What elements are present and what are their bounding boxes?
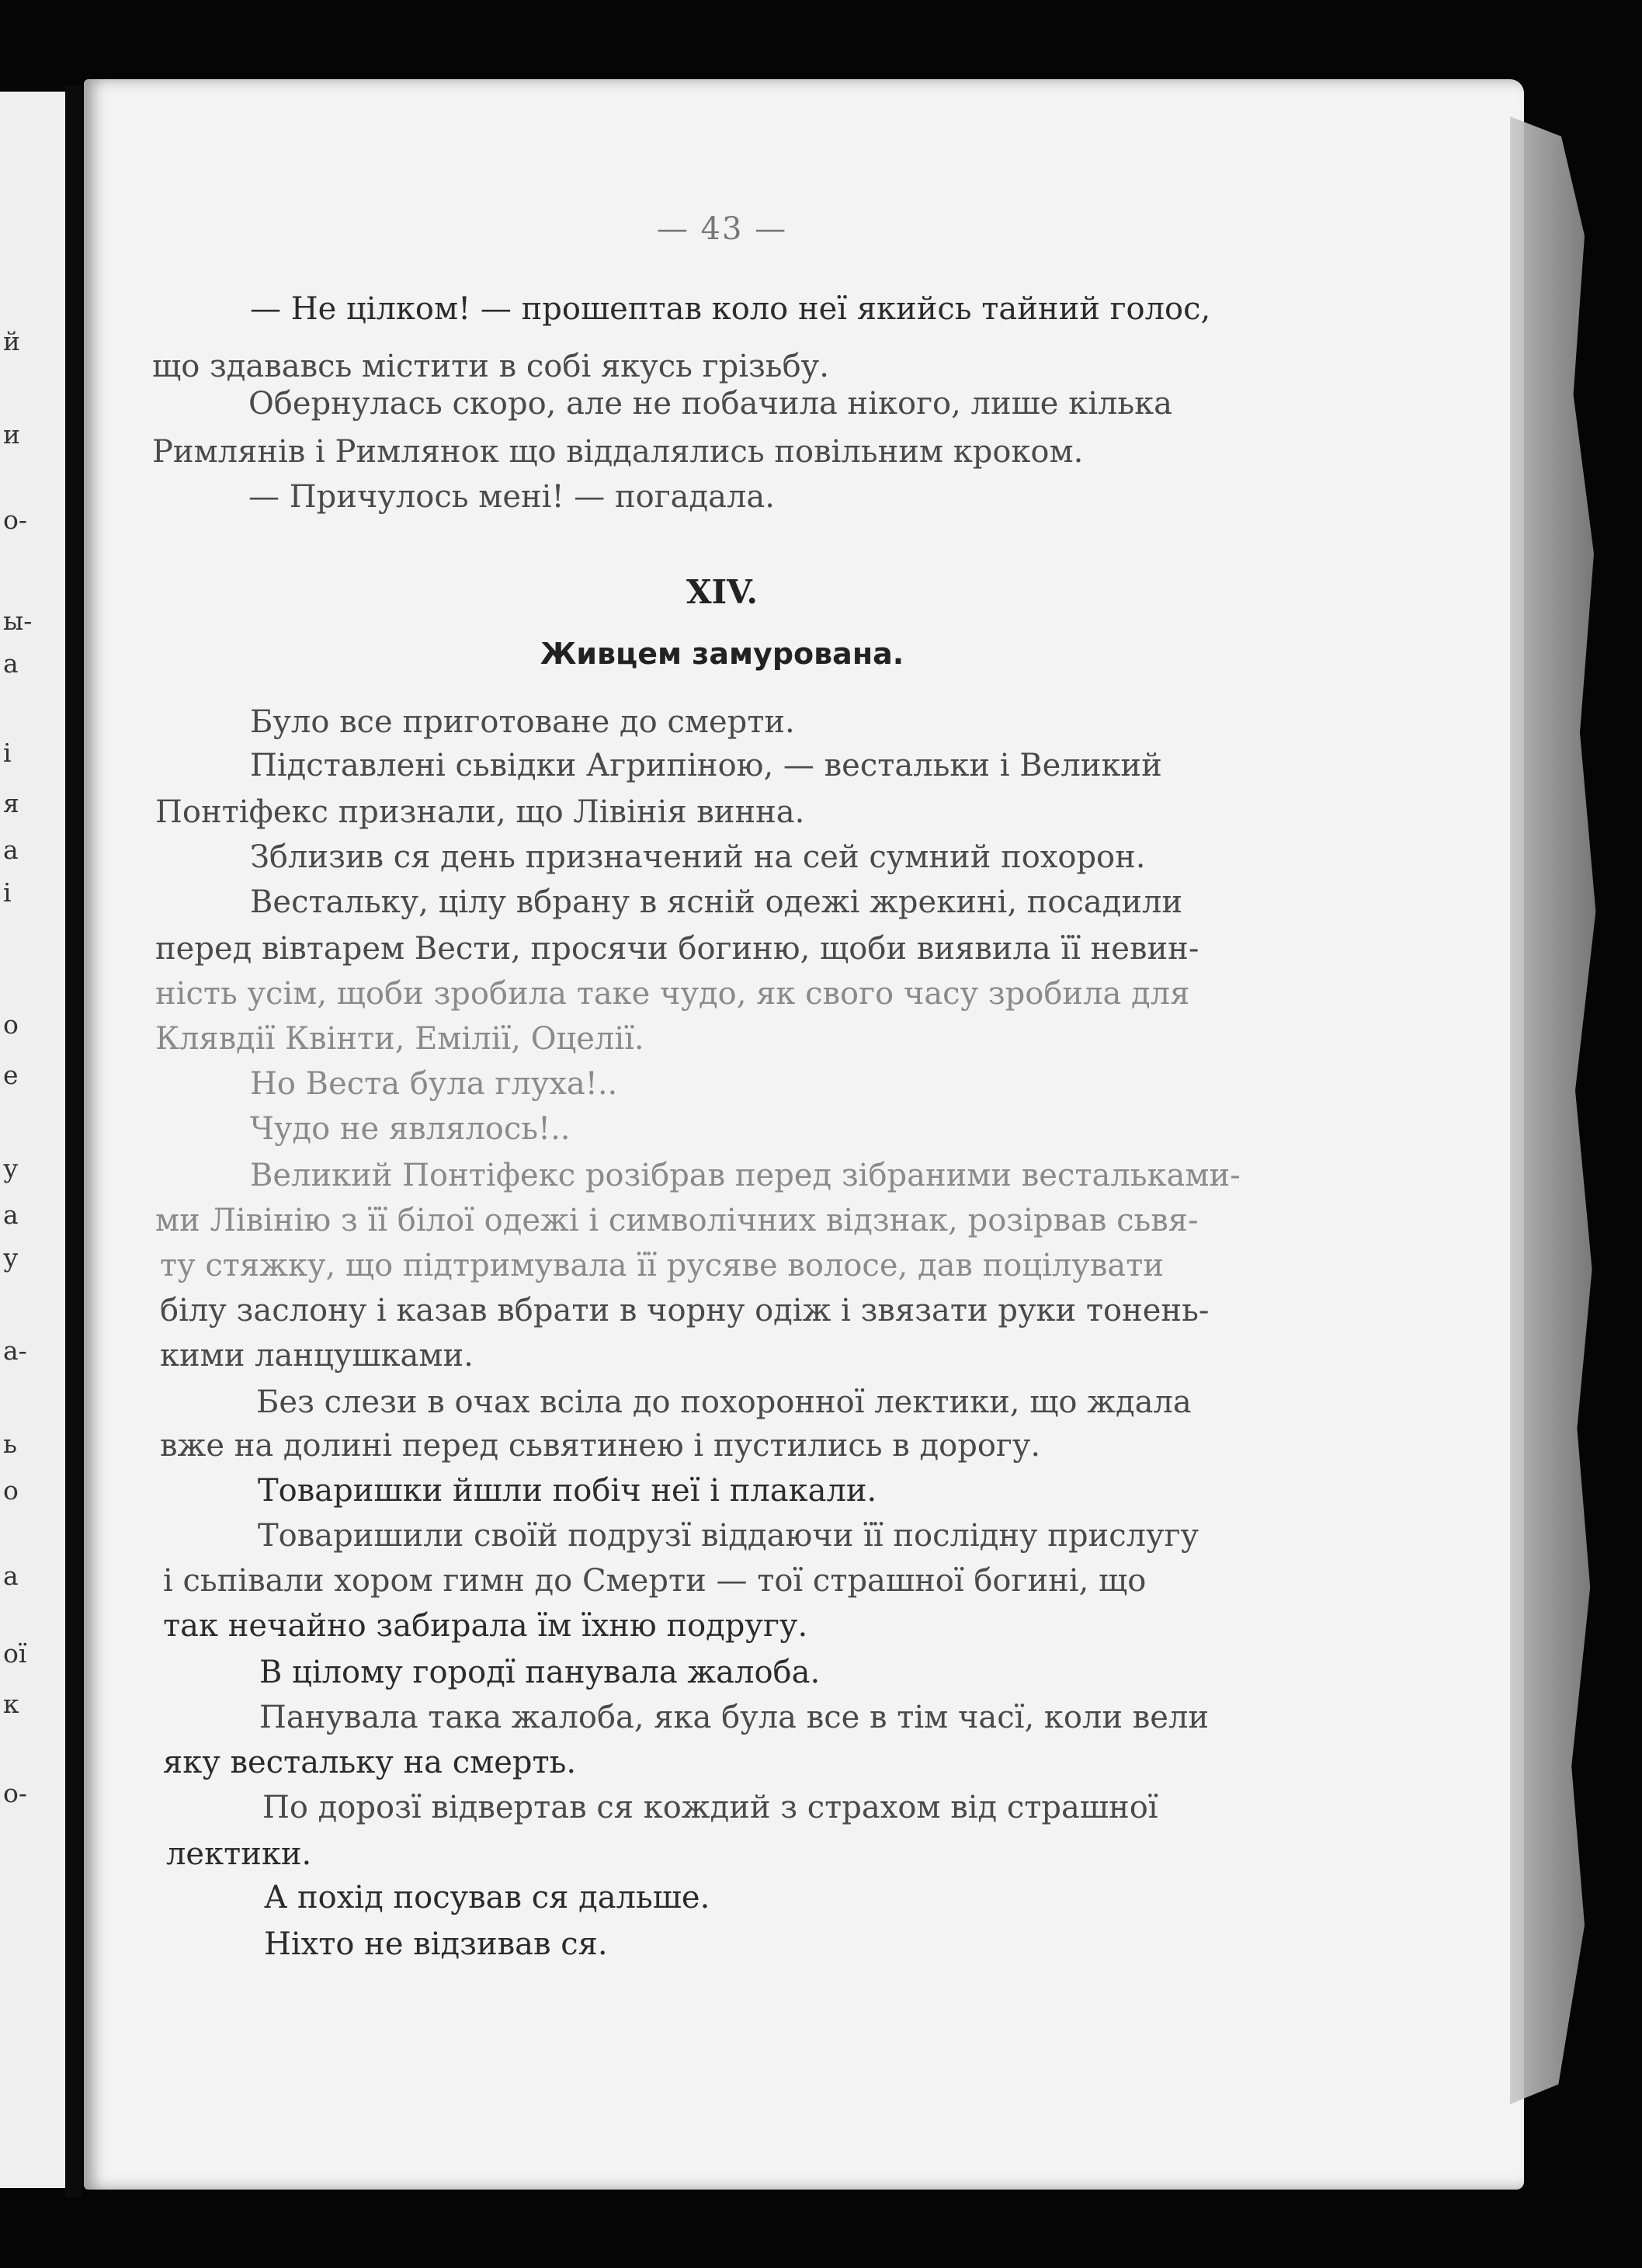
text-line: так нечайно забирала їм їхню подругу. <box>163 1608 808 1644</box>
text-line: — Причулось мені! — погадала. <box>248 479 775 515</box>
text-line: Панувала така жалоба, яка була все в тім часї, коли вели <box>259 1700 1210 1735</box>
left-page-text-fragment: й <box>3 326 20 356</box>
left-page-text-fragment: і <box>3 738 12 768</box>
text-line: ту стяжку, що підтримувала її русяве волосе, дав поцілувати <box>160 1248 1165 1283</box>
text-line: перед вівтарем Вести, просячи богиню, щоби виявила її невин- <box>155 931 1199 967</box>
left-page-text-fragment: а <box>3 1200 19 1230</box>
text-line: Без слези в очах всіла до похоронної лектики, що ждала <box>256 1384 1192 1420</box>
left-page-text-fragment: у <box>3 1153 19 1183</box>
text-line: А похід посував ся дальше. <box>264 1880 710 1915</box>
text-line: Обернулась скоро, але не побачила нікого, лише кілька <box>248 386 1173 422</box>
chapter-number: XIV. <box>686 573 759 611</box>
left-page-text-fragment: а- <box>3 1335 27 1366</box>
text-line: — Не цілком! — прошептав коло неї якийсь тайний голос, <box>250 291 1211 327</box>
text-line: лектики. <box>166 1836 312 1872</box>
text-line: Римлянів і Римлянок що віддалялись повільним кроком. <box>152 434 1084 470</box>
text-line: ми Лівінію з її білої одежі і символічних відзнак, розірвав сьвя- <box>155 1203 1199 1238</box>
text-line: білу заслону і казав вбрати в чорну одіж і звязати руки тонень- <box>160 1293 1210 1328</box>
text-line: яку вестальку на смерть. <box>163 1745 577 1780</box>
left-page-text-fragment: к <box>3 1689 19 1719</box>
text-line: що здававсь містити в собі якусь грізьбу. <box>152 349 829 384</box>
text-line: вже на долині перед сьвятинею і пустились в дорогу. <box>160 1428 1041 1464</box>
text-line: По дорозї відвертав ся кождий з страхом від страшної <box>262 1790 1158 1825</box>
left-page-text-fragment: о <box>3 1475 19 1506</box>
left-page-text-fragment: а <box>3 835 19 865</box>
text-line: Вестальку, цілу вбрану в ясній одежі жрекині, посадили <box>250 884 1183 920</box>
text-line: ність усім, щоби зробила таке чудо, як свого часу зробила для <box>155 976 1190 1012</box>
left-page-text-fragment: о- <box>3 1778 28 1808</box>
text-line: Ніхто не відзивав ся. <box>264 1926 608 1962</box>
text-line: Підставлені сьвідки Агрипіною, — вестальки і Великий <box>250 748 1162 783</box>
page-number: — 43 — <box>656 211 788 247</box>
text-line: Но Веста була глуха!.. <box>250 1066 618 1102</box>
chapter-title: Живцем замурована. <box>540 637 904 671</box>
left-page-text-fragment: е <box>3 1060 19 1090</box>
text-line: Товаришки йшли побіч неї і плакали. <box>258 1473 877 1509</box>
left-page-text-fragment: ої <box>3 1638 27 1669</box>
text-line: Великий Понтіфекс розібрав перед зібраними вестальками- <box>250 1158 1241 1193</box>
left-page-text-fragment: у <box>3 1242 19 1273</box>
text-line: і сьпівали хором гимн до Смерти — тої страшної богині, що <box>163 1563 1147 1599</box>
page-edge <box>1510 116 1603 2104</box>
text-line: кими ланцушками. <box>160 1338 474 1374</box>
text-line: Чудо не являлось!.. <box>250 1111 571 1147</box>
text-line: В цілому городї панувала жалоба. <box>259 1655 821 1690</box>
text-line: Зблизив ся день призначений на сей сумний похорон. <box>250 839 1146 875</box>
text-line: Клявдії Квінти, Емілії, Оцелії. <box>155 1021 644 1057</box>
text-line: Товаришили своїй подрузї віддаючи її послідну прислугу <box>258 1518 1199 1554</box>
left-page-text-fragment: о- <box>3 505 28 535</box>
left-page-text-fragment: ь <box>3 1429 17 1459</box>
text-line: Було все приготоване до смерти. <box>250 704 795 740</box>
left-page-fragment <box>0 92 65 2188</box>
left-page-text-fragment: о <box>3 1009 19 1040</box>
left-page-text-fragment: ы- <box>3 606 33 636</box>
text-line: Понтіфекс признали, що Лівінія винна. <box>155 794 805 830</box>
left-page-text-fragment: а <box>3 1561 19 1591</box>
left-page-text-fragment: а <box>3 648 19 679</box>
book-gutter <box>65 85 82 2197</box>
left-page-text-fragment: и <box>3 419 20 450</box>
left-page-text-fragment: і <box>3 877 12 908</box>
left-page-text-fragment: я <box>3 788 19 818</box>
